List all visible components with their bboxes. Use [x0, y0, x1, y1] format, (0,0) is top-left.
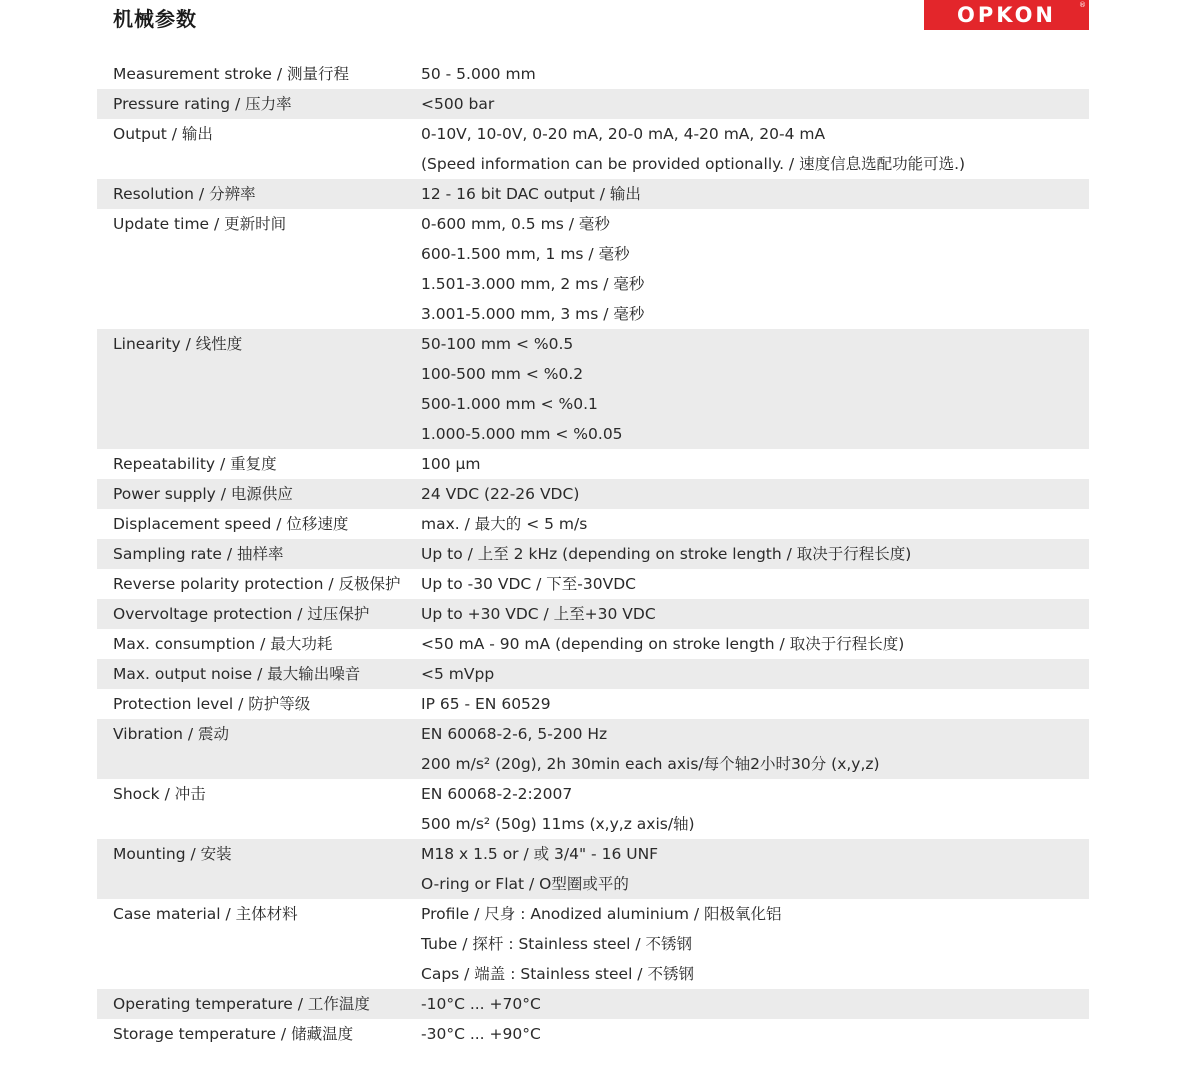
opkon-logo: [924, 0, 1089, 30]
spec-row: [97, 659, 1089, 689]
spec-label: Mounting / 安装: [113, 845, 232, 863]
spec-value: <50 mA - 90 mA (depending on stroke length / 取决于行程长度): [421, 635, 905, 653]
spec-row: [97, 89, 1089, 119]
spec-label: Operating temperature / 工作温度: [113, 995, 370, 1013]
spec-values: [421, 689, 1089, 719]
spec-values: [421, 209, 1089, 329]
spec-value: EN 60068-2-6, 5-200 Hz: [421, 725, 608, 743]
spec-row: [97, 989, 1089, 1019]
spec-value: 50 - 5.000 mm: [421, 65, 536, 83]
spec-row: [97, 779, 1089, 839]
spec-label: Measurement stroke / 测量行程: [113, 65, 350, 83]
spec-row: [97, 569, 1089, 599]
spec-row: [97, 179, 1089, 209]
spec-value: Up to +30 VDC / 上至+30 VDC: [421, 605, 656, 623]
spec-label: Output / 输出: [113, 125, 213, 143]
spec-row: [97, 539, 1089, 569]
spec-values: [421, 539, 1089, 569]
spec-row: [97, 329, 1089, 449]
spec-label: Shock / 冲击: [113, 785, 206, 803]
spec-values: [421, 59, 1089, 89]
spec-label: Update time / 更新时间: [113, 215, 287, 233]
spec-value: Caps / 端盖 : Stainless steel / 不锈钢: [421, 965, 694, 983]
spec-value: (Speed information can be provided optionally. / 速度信息选配功能可选.): [421, 155, 966, 173]
spec-row: [97, 719, 1089, 779]
spec-label: Vibration / 震动: [113, 725, 230, 743]
spec-label: Linearity / 线性度: [113, 335, 243, 353]
spec-values: [421, 449, 1089, 479]
spec-value: max. / 最大的 < 5 m/s: [421, 515, 588, 533]
spec-label: Sampling rate / 抽样率: [113, 545, 284, 563]
spec-values: [421, 599, 1089, 629]
spec-values: [421, 659, 1089, 689]
spec-row: [97, 629, 1089, 659]
spec-value: 500-1.000 mm < %0.1: [421, 395, 598, 413]
spec-values: [421, 779, 1089, 839]
spec-label: Max. consumption / 最大功耗: [113, 635, 333, 653]
spec-value: 100-500 mm < %0.2: [421, 365, 584, 383]
spec-values: [421, 329, 1089, 449]
registered-mark: ®: [1079, 1, 1086, 9]
spec-values: [421, 1019, 1089, 1049]
spec-values: [421, 629, 1089, 659]
spec-label: Reverse polarity protection / 反极保护: [113, 575, 401, 593]
spec-value: 500 m/s² (50g) 11ms (x,y,z axis/轴): [421, 815, 695, 833]
spec-label: Storage temperature / 储藏温度: [113, 1025, 354, 1043]
spec-value: 50-100 mm < %0.5: [421, 335, 574, 353]
spec-label: Repeatability / 重复度: [113, 455, 277, 473]
spec-values: [421, 509, 1089, 539]
spec-row: [97, 119, 1089, 179]
spec-value: 200 m/s² (20g), 2h 30min each axis/每个轴2小时30分 (x,y,z): [421, 755, 880, 773]
spec-row: [97, 1019, 1089, 1049]
spec-value: IP 65 - EN 60529: [421, 695, 551, 713]
spec-row: [97, 599, 1089, 629]
spec-row: [97, 449, 1089, 479]
spec-table: [97, 59, 1089, 1049]
spec-value: 1.000-5.000 mm < %0.05: [421, 425, 623, 443]
spec-values: [421, 89, 1089, 119]
spec-value: -30°C ... +90°C: [421, 1025, 541, 1043]
spec-value: 100 µm: [421, 455, 481, 473]
spec-value: <500 bar: [421, 95, 495, 113]
spec-values: [421, 719, 1089, 779]
spec-value: 0-600 mm, 0.5 ms / 毫秒: [421, 215, 610, 233]
spec-values: [421, 839, 1089, 899]
spec-row: [97, 209, 1089, 329]
spec-values: [421, 899, 1089, 989]
spec-value: 0-10V, 10-0V, 0-20 mA, 20-0 mA, 4-20 mA, 20-4 mA: [421, 125, 826, 143]
spec-row: [97, 689, 1089, 719]
spec-values: [421, 989, 1089, 1019]
spec-row: [97, 839, 1089, 899]
spec-value: 24 VDC (22-26 VDC): [421, 485, 580, 503]
spec-label: Max. output noise / 最大输出噪音: [113, 665, 361, 683]
spec-row: [97, 59, 1089, 89]
spec-values: [421, 569, 1089, 599]
spec-label: Protection level / 防护等级: [113, 695, 311, 713]
spec-value: Tube / 探杆 : Stainless steel / 不锈钢: [421, 935, 693, 953]
spec-label: Displacement speed / 位移速度: [113, 515, 349, 533]
spec-value: 3.001-5.000 mm, 3 ms / 毫秒: [421, 305, 645, 323]
spec-value: 1.501-3.000 mm, 2 ms / 毫秒: [421, 275, 645, 293]
spec-value: EN 60068-2-2:2007: [421, 785, 573, 803]
spec-label: Resolution / 分辨率: [113, 185, 256, 203]
logo-text: OPKON: [957, 2, 1056, 27]
spec-value: <5 mVpp: [421, 665, 495, 683]
spec-row: [97, 509, 1089, 539]
spec-values: [421, 119, 1089, 179]
spec-value: Profile / 尺身 : Anodized aluminium / 阳极氧化铝: [421, 905, 782, 923]
spec-value: Up to -30 VDC / 下至-30VDC: [421, 575, 636, 593]
spec-value: M18 x 1.5 or / 或 3/4" - 16 UNF: [421, 845, 659, 863]
spec-values: [421, 479, 1089, 509]
spec-label: Case material / 主体材料: [113, 905, 298, 923]
spec-value: Up to / 上至 2 kHz (depending on stroke length / 取决于行程长度): [421, 545, 912, 563]
spec-value: O-ring or Flat / O型圈或平的: [421, 875, 629, 893]
spec-row: [97, 479, 1089, 509]
spec-label: Overvoltage protection / 过压保护: [113, 605, 370, 623]
spec-value: 12 - 16 bit DAC output / 输出: [421, 185, 641, 203]
spec-values: [421, 179, 1089, 209]
spec-value: -10°C ... +70°C: [421, 995, 541, 1013]
spec-label: Pressure rating / 压力率: [113, 95, 292, 113]
page-title: 机械参数: [113, 7, 197, 31]
spec-label: Power supply / 电源供应: [113, 485, 293, 503]
spec-value: 600-1.500 mm, 1 ms / 毫秒: [421, 245, 630, 263]
spec-row: [97, 899, 1089, 989]
